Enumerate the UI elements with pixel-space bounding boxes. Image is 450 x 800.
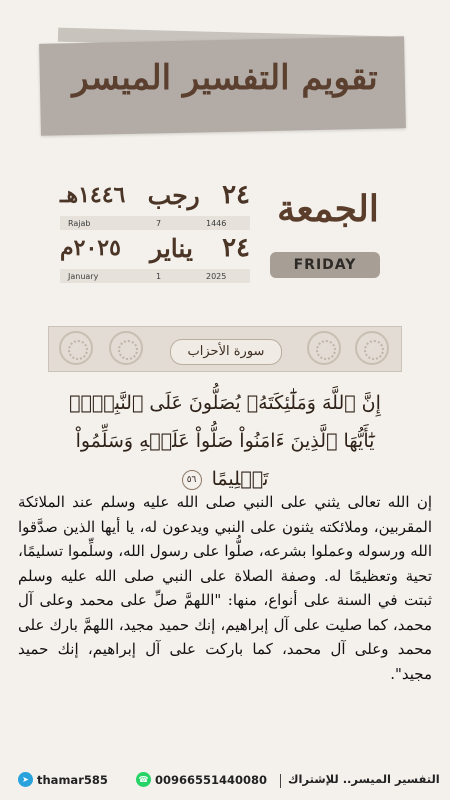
hijri-year-number: 1446 [206,218,227,228]
telegram-handle: thamar585 [37,772,108,787]
hijri-month-number: 7 [156,218,162,228]
footer-divider [280,774,281,788]
ornament-icon [109,331,143,365]
weekday-english-badge: FRIDAY [270,252,380,278]
page-title: تقويم التفسير الميسر [72,58,378,98]
hijri-year: ١٤٤٦هـ [60,182,126,208]
hijri-month-latin: Rajab [68,218,91,228]
verse-text: إِنَّ ٱللَّهَ وَمَلَٰٓئِكَتَهُۥ يُصَلُّونَ عَلَى ٱلنَّبِيِّۚ يَٰٓأَيُّهَا ٱلَّذِينَ ءَامَنُواْ صَلُّواْ عَلَيۡهِ وَسَلِّمُواْ تَسۡلِيمًا [69,392,381,490]
verse-number: ٥٦ [182,470,202,490]
weekday-arabic: الجمعة [277,188,379,230]
surah-name: سورة الأحزاب [170,339,282,365]
gregorian-year: ٢٠٢٥م [60,235,121,261]
gregorian-day: ٢٤ [222,233,250,263]
telegram-link[interactable] [18,772,108,787]
gregorian-date [60,228,250,284]
quran-verse [60,384,390,498]
gregorian-month-latin: January [68,271,99,281]
gregorian-month: يناير [150,233,193,263]
tafsir-text: إن الله تعالى يثني على النبي صلى الله عليه وسلم عند الملائكة المقربين، وملائكته يثنون على النبي ويدعون له، يا أيها الذين صدَّقوا الله ورسوله وعملوا بشرعه، صلُّوا على رسول الله، وسلِّموا تسليمًا، تحية وتعظيمًا له. وصفة الصلاة على النبي صلى الله عليه وسلم ثبتت في السنة على أنواع، منها: "اللهمَّ صلِّ على محمد وعلى آل محمد، كما صليت على آل إبراهيم، إنك حميد مجيد، اللهمَّ بارك على محمد وعلى آل محمد، كما باركت على آل إبراهيم، إنك حميد مجيد". [18,493,432,683]
ornament-icon [59,331,93,365]
gregorian-month-number: 1 [156,271,162,281]
footer [0,760,450,800]
hijri-month: رجب [147,180,200,210]
phone-number: 00966551440080 [155,772,268,787]
ornament-icon [307,331,341,365]
subscribe-label: التفسير الميسر.. للإشتراك [288,772,440,786]
telegram-icon: ➤ [18,772,33,787]
whatsapp-icon: ☎ [136,772,151,787]
gregorian-year-number: 2025 [206,271,227,281]
ornament-icon [355,331,389,365]
whatsapp-link[interactable] [136,772,267,787]
hijri-day: ٢٤ [222,180,250,210]
hijri-date [60,175,250,231]
